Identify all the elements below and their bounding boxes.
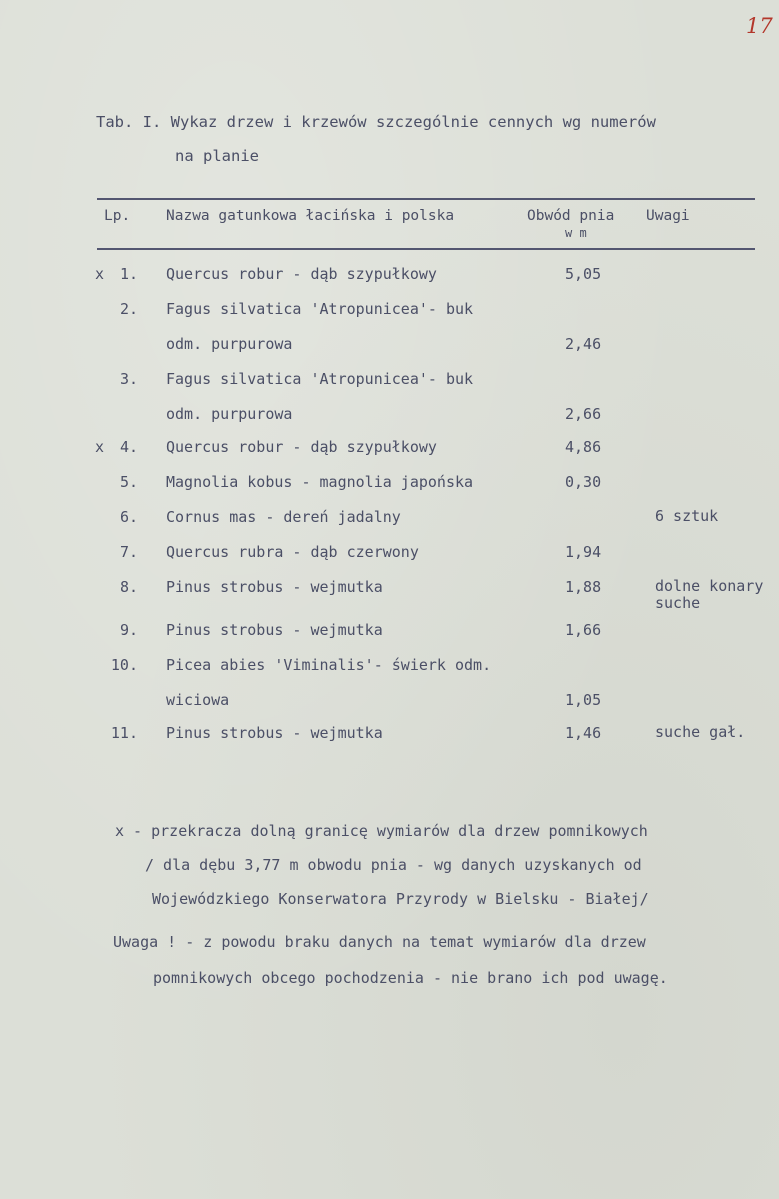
- girth-value: 1,88: [565, 578, 602, 596]
- table-row: [0, 621, 779, 643]
- girth-value: 1,94: [565, 543, 602, 561]
- row-number: 2.: [119, 300, 138, 318]
- girth-value: 5,05: [565, 265, 602, 283]
- remarks-value: suche gał.: [655, 723, 746, 741]
- table-title: Tab. I. Wykaz drzew i krzewów szczególnie cennych wg numerów: [96, 113, 656, 131]
- girth-value: 2,46: [565, 335, 602, 353]
- footnote-line: Wojewódzkiego Konserwatora Przyrody w Bielsku - Białej/: [152, 890, 649, 908]
- header-girth: Obwód pnia: [527, 208, 615, 224]
- girth-value: 1,05: [565, 691, 602, 709]
- row-number: 9.: [119, 621, 138, 639]
- table-title-continuation: na planie: [175, 147, 259, 165]
- footnote-line: / dla dębu 3,77 m obwodu pnia - wg danych uzyskanych od: [145, 856, 642, 874]
- warning-line: Uwaga ! - z powodu braku danych na temat wymiarów dla drzew: [113, 933, 646, 951]
- species-name: odm. purpurowa: [166, 405, 293, 423]
- species-name: odm. purpurowa: [166, 335, 293, 353]
- species-name: Quercus robur - dąb szypułkowy: [166, 265, 437, 283]
- table-row: [0, 543, 779, 565]
- species-name: Quercus rubra - dąb czerwony: [166, 543, 419, 561]
- row-number: 6.: [119, 508, 138, 526]
- monument-mark: x: [95, 438, 105, 456]
- table-row: [0, 438, 779, 460]
- girth-value: 1,46: [565, 724, 602, 742]
- species-name: Quercus robur - dąb szypułkowy: [166, 438, 437, 456]
- table-row: [0, 724, 779, 746]
- header-girth-unit: w m: [565, 226, 587, 240]
- species-name: Fagus silvatica 'Atropunicea'- buk: [166, 370, 474, 388]
- girth-value: 0,30: [565, 473, 602, 491]
- header-remarks: Uwagi: [646, 208, 690, 224]
- table-top-rule: [97, 198, 755, 200]
- table-row: [0, 656, 779, 709]
- species-name: wiciowa: [166, 691, 230, 709]
- remarks-value: dolne konary suche: [655, 577, 764, 612]
- header-name: Nazwa gatunkowa łacińska i polska: [166, 208, 455, 224]
- table-row: [0, 473, 779, 495]
- row-number: 1.: [119, 265, 138, 283]
- footnote-line: x - przekracza dolną granicę wymiarów dla drzew pomnikowych: [115, 822, 648, 840]
- species-name: Pinus strobus - wejmutka: [166, 724, 383, 742]
- table-row: [0, 370, 779, 423]
- girth-value: 2,66: [565, 405, 602, 423]
- row-number: 7.: [119, 543, 138, 561]
- row-number: 8.: [119, 578, 138, 596]
- warning-line: pomnikowych obcego pochodzenia - nie brano ich pod uwagę.: [153, 969, 668, 987]
- species-name: Fagus silvatica 'Atropunicea'- buk: [166, 300, 474, 318]
- remarks-value: 6 sztuk: [655, 507, 719, 525]
- species-name: Pinus strobus - wejmutka: [166, 578, 383, 596]
- girth-value: 1,66: [565, 621, 602, 639]
- row-number: 11.: [110, 724, 138, 742]
- species-name: Pinus strobus - wejmutka: [166, 621, 383, 639]
- row-number: 5.: [119, 473, 138, 491]
- species-name: Picea abies 'Viminalis'- świerk odm.: [166, 656, 492, 674]
- table-header-rule: [97, 248, 755, 250]
- page-number: 17: [746, 14, 773, 38]
- table-row: [0, 300, 779, 353]
- header-lp: Lp.: [104, 208, 131, 224]
- table-row: [0, 265, 779, 287]
- girth-value: 4,86: [565, 438, 602, 456]
- species-name: Cornus mas - dereń jadalny: [166, 508, 401, 526]
- table-row: [0, 508, 779, 530]
- monument-mark: x: [95, 265, 105, 283]
- row-number: 4.: [119, 438, 138, 456]
- species-name: Magnolia kobus - magnolia japońska: [166, 473, 474, 491]
- table-row: [0, 577, 779, 612]
- row-number: 10.: [110, 656, 138, 674]
- row-number: 3.: [119, 370, 138, 388]
